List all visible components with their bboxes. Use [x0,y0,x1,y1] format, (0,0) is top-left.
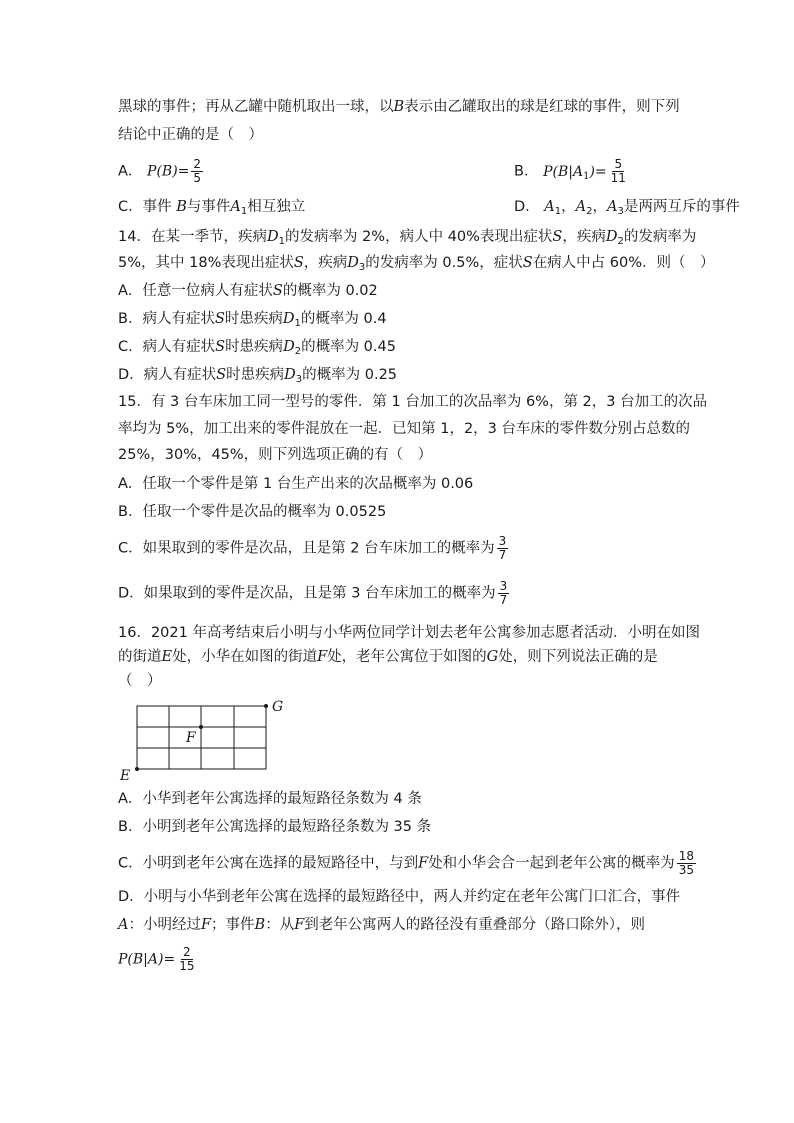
q16-option-d-line-2: A：小明经过F；事件B：从F到老年公寓两人的路径没有重叠部分（路口除外），则 [118,917,646,933]
q13-option-b: B． $P(B|A_1)=$ $\frac{5}{11}$ [514,157,626,185]
q16-option-b: B．小明到老年公寓选择的最短路径条数为 35 条 [118,819,432,835]
q16-option-d-line-1: D．小明与小华到老年公寓在选择的最短路径中，两人并约定在老年公寓门口汇合，事件 [118,889,681,905]
q15-stem-line-1: 15．有 3 台车床加工同一型号的零件．第 1 台加工的次品率为 6%，第 2，3 台加工的次品 [118,394,708,410]
q15-option-c: C．如果取到的零件是次品，且是第 2 台车床加工的概率为 $\frac{3}{7}$ [118,534,507,562]
point-e [135,767,139,771]
q15-option-b: B．任取一个零件是次品的概率为 0.0525 [118,504,387,520]
q15-option-a: A．任取一个零件是第 1 台生产出来的次品概率为 0.06 [118,476,474,492]
q13-option-d: D． $A_1$，$A_2$，$A_3$是两两互斥的事件 [514,199,740,217]
point-g [264,704,268,708]
q13-option-a: A． P(B)= $\frac{2}{5}$ B． $P(B|A_1)=$ $\frac{5}{11}$ [118,158,205,185]
label-g: G [272,699,284,715]
q14-option-c: C．病人有症状S时患疾病$D_2$的概率为 0.45 [118,339,396,357]
fraction: $\frac{3}{7}$ [498,534,507,562]
q16-option-a: A．小华到老年公寓选择的最短路径条数为 4 条 [118,791,422,807]
q13-stem-line-1: 黑球的事件；再从乙罐中随机取出一球，以B表示由乙罐取出的球是红球的事件，则下列 [118,99,680,115]
q16-option-c: C．小明到老年公寓在选择的最短路径中，与到F处和小华会合一起到老年公寓的概率为 $\frac{18}{35}$ [118,849,694,877]
q16-option-d-line-3: P(B|A)= $\frac{2}{15}$ [118,945,195,973]
fraction: $\frac{18}{35}$ [678,849,694,877]
q16-stem-line-2: 的街道E处，小华在如图的街道F处，老年公寓位于如图的G处，则下列说法正确的是 [118,649,658,665]
q14-stem-line-1: 14．在某一季节，疾病$D_1$的发病率为 2%，病人中 40%表现出症状S，疾病$D_2$的发病率为 [118,229,697,247]
q15-stem-line-2: 率均为 5%，加工出来的零件混放在一起．已知第 1，2，3 台车床的零件数分别占总数的 [118,421,691,437]
q14-option-a: A．任意一位病人有症状S的概率为 0.02 [118,283,378,299]
label-f: F [186,730,196,746]
q16-stem-line-1: 16．2021 年高考结束后小明与小华两位同学计划去老年公寓参加志愿者活动．小明在如图 [118,625,700,641]
street-grid-diagram [112,696,292,782]
fraction: $\frac{3}{7}$ [499,579,508,607]
fraction: $\frac{2}{15}$ [179,945,195,973]
q15-stem-line-3: 25%，30%，45%，则下列选项正确的有（ ） [118,447,433,463]
q14-option-b: B．病人有症状S时患疾病$D_1$的概率为 0.4 [118,311,387,329]
fraction: $\frac{5}{11}$ [610,157,626,185]
fraction: $\frac{2}{5}$ [193,157,202,185]
label-e: E [120,768,131,782]
q15-option-d: D．如果取到的零件是次品，且是第 3 台车床加工的概率为 $\frac{3}{7}$ [118,579,508,607]
q13-stem-line-2: 结论中正确的是（ ） [118,127,263,143]
q14-stem-line-2: 5%，其中 18%表现出症状S，疾病$D_3$的发病率为 0.5%，症状S在病人中占 60%．则（ ） [118,255,715,273]
grid-lines [137,706,266,769]
q13-option-c: C．事件 B与事件$A_1$相互独立 D． $A_1$，$A_2$，$A_3$是两两互斥的事件 [118,196,305,223]
q14-option-d: D．病人有症状S时患疾病$D_3$的概率为 0.25 [118,367,398,385]
point-f [199,725,203,729]
q16-stem-line-3: （ ） [118,673,162,689]
